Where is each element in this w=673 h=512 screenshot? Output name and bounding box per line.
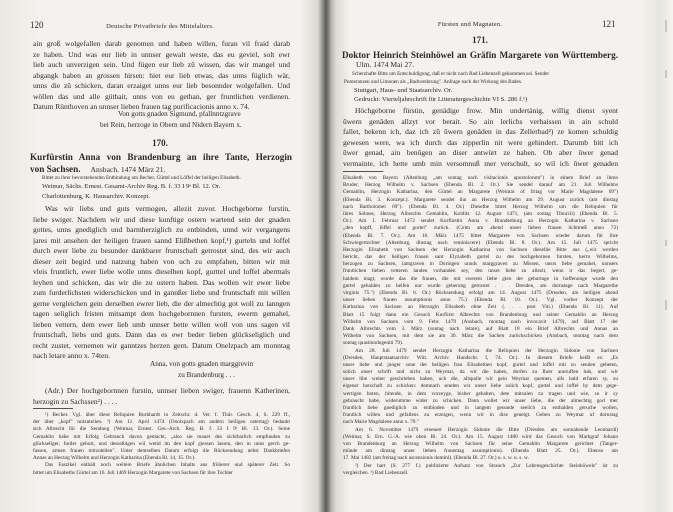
text-line: fruntschaft, liebs und guts. Dann das es ewr beder lieben glückseliglich und xyxy=(33,330,290,339)
text-line: unser liebe und junger sone der heiligen frau Elisabethen kopf, gurtel und loffel mit zu senden gebeten, xyxy=(343,361,618,368)
letter-place-date: Ulm. 1474 Mai 27. xyxy=(356,60,415,69)
footnote-rule xyxy=(33,408,73,409)
text-line: ûwern genâden allzyt vor berait. So ain lerlichs verhaissen in ain schuld xyxy=(343,116,618,126)
text-line: Höchgeborne fürstin, genädige frow. Min undertänig, willig dienst syent xyxy=(355,106,618,115)
text-line: ain groß wolgefallen darab genomen und haben willen, furan vil fraid darab xyxy=(33,39,290,48)
page-number: 121 xyxy=(602,19,616,29)
letter-place-date: Ansbach. 1474 März 21. xyxy=(90,165,166,174)
letter-number: 171. xyxy=(472,35,488,45)
text-line: herzogen zu Sachsen, lantgraven in Doringen unnds marggraven zu Missen, unsrs liebe gemahel, unnsers xyxy=(343,261,618,268)
text-line: Blatt 15 folgt dann ein Gesuch Kurfürst Albrechts von Brandenburg und seiner Gemahlin an Herzog xyxy=(343,311,618,318)
text-line: Schwiegertochter (Altenburg, dinstag nach reminiscere) (Ebenda Bl. 8. Or.). Am 15. Juli 1475 spricht xyxy=(343,239,618,246)
text-line: fruntlich liebe gnediglich zu entbinden und in langem gesunde seelich zu enthalden geruche wollen, xyxy=(343,405,618,411)
text-line: sontag quasimodogeniti 79). xyxy=(343,340,404,347)
text-line: Wilhelm von Sachsen vom 9. Febr. 1479 (Ansbach, montag nach invocavit 1479), auf Blatt 17 der xyxy=(343,318,618,325)
text-line: (Ebenda Bl. 7. Or.). Am 16. März 1475 bittet Margarete von Sachsen wieder darum für ihre xyxy=(343,232,618,239)
text-line: ihres Sohnes, Herzog Albrechts Gemahlin, Kolditz 12. August 1471, (am sontag Tiburcii) (Ebenda Bl. 5. xyxy=(343,210,618,217)
letter-title: Kurfürstin Anna von Brandenburg an ihre Tante, Herzogin xyxy=(30,152,292,162)
text-line: vleis fruntlich, ewer liebe wolle unns dieselben kopf, gurttel und loffel abermals xyxy=(33,267,290,276)
text-line: lieb auch unverzigen sein. Und fügen eur lieb zû wissen, das wir mangel und xyxy=(33,60,290,69)
text-line: glückseliger, furder geburt, und desselbigen wil wetid im den kopf giessen lassen, den in unns gerch ge- xyxy=(33,440,290,447)
text-line: Am 6. November 1479 erneuert Herzogin Sidonie die Bitte (Dresden am sonnabende Leonhardi) xyxy=(355,426,618,433)
text-line: jares mit ansehen der heiligen frauen sannd Elißbethen kopf,¹) gurteln und loffel xyxy=(33,235,290,245)
text-line: unser libe weiter geschrieben haben, uch die, allspalle wir gein Weymar quemen, alls bald erfaren sy, zu xyxy=(343,376,618,383)
text-line: wöllen das und alle güthait, unns von eu gethan, ger fruntlichen verdienen. xyxy=(33,91,290,101)
letter-summary: Bittet zu ihrer bevorstehenden Entbindung um Becher, Gürtel und Löffel der heiligen Elisabeth. xyxy=(42,175,241,181)
text-line: fallet, bekenn ich, daz ich zû ûwern genâden in das Zellerbad²) ze komen schuldig xyxy=(343,127,618,136)
text-line: Gemahlin, Herzogin Katharina, den Gürtel an Margarete (Weimar of fritag vor Marie Magdalene 69") xyxy=(343,189,618,196)
text-line: Wilhelm von Sachsen, mit dem sie am 30. März die Sachen zurückschicken (Ansbach, montag nach dem xyxy=(343,333,618,340)
text-line: gewesen were, wa ich durch das zipperlin nit were gehindert. Darumb bitt ich xyxy=(343,137,618,147)
letter-title: Doktor Heinrich Steinhöwel an Gräfin Margarete von Württemberg. xyxy=(342,50,618,60)
text-line: nach Bartholomei 69"). (Ebenda Bl. 4. Or.) Dieselbe bittet Herzog Wilhelm um die Reliquien für xyxy=(343,203,618,210)
text-line: vergleichen. ³) Bad Liebenzell. xyxy=(343,469,409,476)
letter-body xyxy=(343,106,618,169)
text-line: 17. Mai 1482 (am freitag nach ascensionis domini). (Ebenda Bl. 27. Or.) u. s. w. u. s. w. xyxy=(343,455,529,462)
text-line: recht zustet, vernemen wir ganntzes herzen gern. Datum Onelzpach am monntag xyxy=(33,340,290,350)
letter-title-line2: von Sachsen. xyxy=(30,164,81,174)
text-line: gebraucht habe, widerumme wider zu schicken. Dann wollet wir unser liebe, die der almechtig god mer xyxy=(343,397,618,404)
text-line: wertigen boten, bitende, in dem vorzeyge, bisher gehalten, dete mitsulen zu tragen und wie, so ir sy xyxy=(343,390,618,397)
text-line: Dank Albrechts vom 3. März (sontag nach letare), auf Blatt 18 ein Brief Albrechts und Annas an xyxy=(343,325,618,332)
letter-body xyxy=(33,204,290,362)
text-line: bericht, das der heiligen frauen sant Elyzabeth gurtel zu des hochgebornen fursten, herrn Wilhelms, xyxy=(343,254,618,261)
text-line: Bruder, Herzog Wilhelm v. Sachsen (Ebenda Bl. 2. Or.). Sie sendet darauf am 21. Juli Wilhelms xyxy=(343,182,618,189)
letter-169-ending xyxy=(33,39,290,113)
page-number: 120 xyxy=(30,20,44,30)
text-line: Elisabeth von Bayern (Altenburg „am sontag nach visitacionis apostolorum") in einem Brief an ihren xyxy=(343,175,618,181)
letter-number: 170. xyxy=(152,138,168,148)
text-line: haldem magt, wurde das die frauen, die mit swerem liebe gien der geburtage in hoffenunge wurde den xyxy=(343,275,618,282)
text-line: Das Faszikel enthält noch weitere Briefe ähnlichen Inhalts aus früherer und späterer Zeit. So xyxy=(45,462,290,469)
text-line: (Dresden, Hauptstaatsarchiv. Witt. Archiv. Handschr. I, 74. Or.). In diesem Briefe heißt es: „Es xyxy=(343,354,618,361)
signature-anna-line1: Anna, von gotts gnaden marggrevin xyxy=(150,360,254,368)
page-edge-mark xyxy=(665,70,667,78)
letter-address xyxy=(33,386,290,407)
text-line: fassen, armen frauen mitzuteilen". Unter demselben Datum erfolgt die Rücksendung nebst Dankbriefen xyxy=(33,447,290,454)
text-line: leyhen und schicken, das wir die zu ostern haben. Das wollen wir ewer liebe xyxy=(33,277,290,287)
text-line: dieser zeit begird und natzung haben von uch zu empfahen, bitten wir mit xyxy=(33,256,290,266)
text-line: nach letare anno x. 74ten. xyxy=(33,351,111,360)
page-edge-mark xyxy=(665,300,667,310)
text-line: vermainte, ich hette umb min versomnuß mer verschult, so wil ich ûwer genaden xyxy=(343,158,618,168)
right-page xyxy=(330,0,673,512)
running-head: Deutsche Privatbriefe des Mittelalters. xyxy=(106,23,214,30)
text-line: von Brandenburg an Herzog Wilhelm von Sachsen für seine Gemahlin Margarete gerichtet (Tanger- xyxy=(343,440,618,447)
text-line: fruntlichen lieben vetteren landen vorhanden sey, den unsre liebe zu allezit, wenn ir das begert, ge- xyxy=(343,268,618,275)
text-line: sich Albrecht für die Sendung (Weimar, Ernest. Ges.-Arch. Reg. B. f. 33 I 9ᵉ Bl. 13. Or.). Seine xyxy=(33,426,290,433)
text-line: münde am dinstag unser lieben frauentag assumptionis). (Ebenda Blatt 25. Or.). Ebenso am xyxy=(343,448,618,455)
footnotes xyxy=(343,175,618,477)
text-line: (Adr.) Der hochgebornnen furstin, unnser lieben swiger, frauenn Katherinen, xyxy=(45,386,290,395)
signature-sigmund-line1: Von gotts gnaden Sigmund, pfallnntzgrave xyxy=(118,110,241,118)
letter-title-continued xyxy=(30,162,165,174)
text-line: ûwer genad, ain benûgen an diser antwürt ze haben. Ob aber ûwer genad xyxy=(343,148,618,157)
left-page xyxy=(0,0,330,512)
text-line: tagen seliglich fristen mitsampt dem hochgebornnen fursten, ewerm gemahel, xyxy=(33,309,290,318)
text-line: gerne vergleichen gein derselben ewrer lieb, die der almechtig got woll zu lanngen xyxy=(33,298,290,308)
text-line: herzogin zu Sachssen²) . . . . xyxy=(33,396,118,406)
text-line: Datum Rünthoven an unnser lieben frauen tag purificacionis anno x. 74. xyxy=(33,102,250,111)
footnote-rule xyxy=(343,171,383,172)
text-line: virginis 75.") (Ebenda Bl. 6. Or.) Rücksendung erfolgt am 14. August 1475 (Dresden, am heiligen abend xyxy=(343,290,618,296)
signature-anna-line2: zu Brandenburg . . . xyxy=(178,371,235,379)
text-line: unser lieben frauen assumptionis anno 75.) (Ebenda Bl. 10. Or.). Vgl. vorher Konzept der xyxy=(343,297,618,304)
text-line: (Weimar, S. Ern. G.-A. wie oben Bl. 24. Or.). Am 15. August 1480 wird das Gesuch von Markgraf Johann xyxy=(343,433,618,440)
page-edge-mark xyxy=(665,20,667,32)
signature-sigmund-line2: bei Rein, herzoge in Obern und Nidern Bayern x. xyxy=(100,121,242,129)
text-line: Was wir liebs und guts vermogen, allezit zuvor. Hochgeborne furstin, xyxy=(45,204,290,213)
text-line: unns die zû schicken, daran erzaiget unns eur lieb besonnder wolgefallen. Und xyxy=(33,81,290,90)
footnotes xyxy=(33,412,290,477)
text-line: Herzogin Elisabeth von Sachsen der Herzogin Katharina von Sachsen dieselbe Bitte aus („wir werden xyxy=(343,246,618,253)
letter-summary-line2: Pomeranzen und Limonen als „Badverehrung". Anfrage nach der Wirkung des Bades. xyxy=(344,79,523,85)
text-line: lieben vettern, dem ewer lieb umb unnser bette willen woll von uns sagen vil xyxy=(33,319,290,329)
source-line-1: Weimar, Sächs. Ernest. Gesamt-Archiv Reg. B. f. 33 I 9ᵉ Bl. 12. Or. xyxy=(42,183,221,190)
text-line: zum furderlichsten widerschicken und in gannßer liebe und fruntschaft mit willen xyxy=(33,288,290,297)
source-line-1: Stuttgart, Haus- und Staatsarchiv. Or. xyxy=(354,87,453,94)
text-line: gurtel gehalden zu helfen nur wurde geberung getrostet . . . Dresden, am dornstage nach Margarethe xyxy=(343,282,618,289)
text-line: Annas an Herzog Wilhelm und Herzogin Katharina (Ebenda Bl. 14, 15. Or.). xyxy=(33,455,196,462)
text-line: gottes, unns gnediglich und barmherziglich zu entbinden, unnd wir vergangens xyxy=(33,225,290,234)
text-line: ²) Der hart (S. 277 f.) publizierte Aufsatz von Strauch „Zur Lebensgeschichte Steinhöwels" ist zu xyxy=(355,462,618,469)
text-line: (Ebenda Bl. 3. Konzept.). Margarete sendet ihn an Herzog Wilhelm am 29. August zurück (am dinstag xyxy=(343,196,618,203)
running-head: Fürsten und Magnaten. xyxy=(437,21,503,28)
text-line: durch ewer liebe zu besunder dankbarer fruntschaft getrostet sind, des wir auch xyxy=(33,246,290,255)
text-line: Or.). Am 1. Februar 1472 sendet Kurfürstin Anna v. Brandenburg an Herzogin Katharina v. Sachsen xyxy=(343,218,618,225)
text-line: Am 28. Juli 1479 sendet Herzogin Katharina die Reliquien der Herzogin Sidonie von Sachsen xyxy=(355,347,618,354)
text-line: Gemahlin habe mit Erfolg Gebrauch davon gemacht, „also sie mauet des sichtbarlich empfunden zu xyxy=(33,433,290,440)
text-line: „den kopff, löffel und gortel" zurück. (Colm am abend unser lieben frauen lichtmeß anno 72) xyxy=(343,225,618,232)
text-line: nach Marie Magdalene anno x. 79." xyxy=(343,419,419,426)
source-line-2: Charlottenburg, K. Hausarchiv. Konzept. xyxy=(42,193,151,200)
text-line: der über „kopf" mitzuteilen. ²) Am 11. April 1474 (Onolzpach am andern heiligen ostertag) bedankt xyxy=(33,419,290,426)
text-line: abgangk haben an grossen hirsen: hiet eur lieb etwas, das unns füglich wär, xyxy=(33,70,290,80)
text-line: ze haben. Und was eur lieb in unnser gewalt weste, das eu geviel, solt ewr xyxy=(33,49,290,59)
text-line: fruntlich willen und gefallens zu erzeigen, wenn wir in dise geneigt. Geben zu Weymar uf dornstag xyxy=(343,412,618,419)
text-line: Katharina von Sachsen an Herzogin Elisabeth ohne Zeit (. . . post Viti.) (Ebenda Bl. 11). Auf xyxy=(343,304,618,311)
text-line: liebe swiger. Nachdem wir und diese kunftige ostern wartend sein der gnaden xyxy=(33,214,290,224)
text-line: ¹) Becher. Vgl. über diese Reliquien Burkhardt in Zeitschr. d. Ver. f. Thür. Gesch. 4, S. 229 ff., xyxy=(45,412,290,418)
text-line: eigener botschaft zu schicken: demnach senden wir unser liebe solich kopf, gurtel und loffel by dem gege- xyxy=(343,383,618,390)
source-line-2: Gedruckt: Vierteljahrschrift für Litteraturgeschichte VI S. 286 f.¹) xyxy=(354,96,528,103)
letter-summary-line1: Scherzhafte Bitte um Entschuldigung, daß er nicht nach Bad Liebenzell gekommen sei. Sendet xyxy=(352,71,549,77)
text-line: solich unser schrift und nicht zu Weymar, da wir die haben, dorfen zu Ihrer annruffen hab, und wir xyxy=(343,369,618,376)
text-line: bittet um Elisabeths Gürtel am 16. Juli 1469 Herzogin Margarete von Sachsen für ihre Tochter xyxy=(33,469,233,476)
page-edge-mark xyxy=(665,240,667,246)
